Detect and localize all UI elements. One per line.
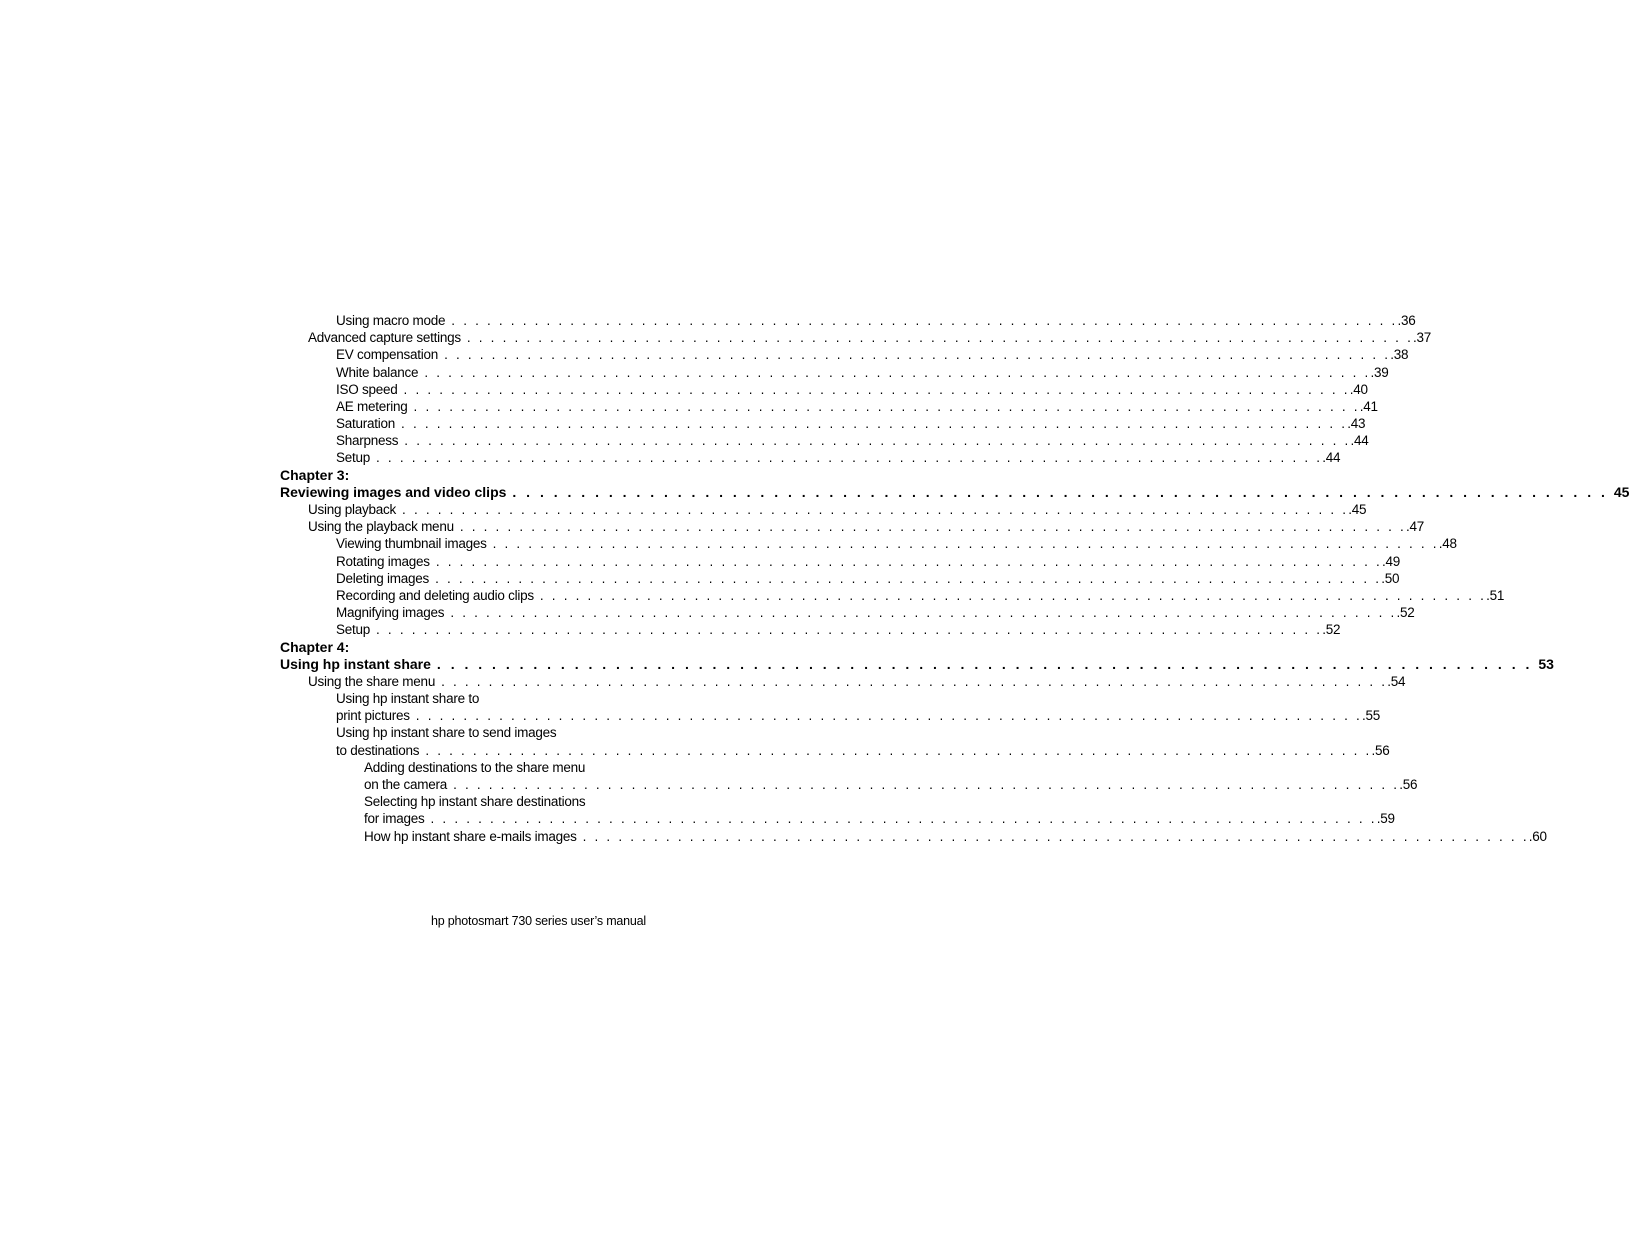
- toc-entry-title: Adding destinations to the share menu: [364, 759, 586, 775]
- toc-entry-title: Deleting images: [336, 570, 430, 586]
- chapter-title-entry: [280, 655, 1554, 673]
- toc-entry: [280, 553, 1401, 570]
- dot-leader: . . . . . . . . . . . . . . . . . . . . . . . . . . . . . . . . . . . . . . . . . . . . . . . . . . . . . . . . . . . . . . . . . . . . . . . . . . . . . . . .: [451, 312, 1398, 328]
- toc-entry-page-number: .55: [1361, 708, 1380, 724]
- toc-entry-page-number: .52: [1322, 622, 1341, 638]
- toc-entry-title: AE metering: [336, 398, 408, 414]
- toc-entry-page-number: .37: [1413, 330, 1432, 346]
- toc-entry-title: EV compensation: [336, 347, 439, 363]
- toc-entry: [280, 673, 1406, 690]
- toc-entry: [280, 312, 1416, 329]
- toc-entry-title: print pictures: [336, 708, 410, 724]
- toc-entry-page-number: .43: [1347, 416, 1366, 432]
- toc-entry: [280, 793, 646, 810]
- dot-leader: . . . . . . . . . . . . . . . . . . . . . . . . . . . . . . . . . . . . . . . . . . . . . . . . . . . . . . . . . . . . . . . . . . . . . . . . . . . . . . . .: [404, 433, 1351, 449]
- dot-leader: . . . . . . . . . . . . . . . . . . . . . . . . . . . . . . . . . . . . . . . . . . . . . . . . . . . . . . . . . . . . . . . . . . . . . . . . . . . . . . . .: [582, 828, 1529, 844]
- toc-entry-title: Using hp instant share: [280, 655, 431, 672]
- running-footer: hp photosmart 730 series user’s manual: [431, 914, 646, 928]
- toc-entry-title: Rotating images: [336, 553, 430, 569]
- toc-entry-page-number: 53: [1538, 655, 1554, 672]
- dot-leader: . . . . . . . . . . . . . . . . . . . . . . . . . . . . . . . . . . . . . . . . . . . . . . . . . . . . . . . . . . . . . . . . . . . . . . . . . . . . . . . .: [413, 398, 1360, 414]
- toc-entry: [280, 415, 1366, 432]
- dot-leader: . . . . . . . . . . . . . . . . . . . . . . . . . . . . . . . . . . . . . . . . . . . . . . . . . . . . . . . . . . . . . . . . . . . . . . . . . . . . . . . .: [492, 536, 1439, 552]
- toc-entry: [280, 707, 1380, 724]
- toc-entry: [280, 364, 1389, 381]
- toc-entry-page-number: .39: [1370, 364, 1389, 380]
- toc-entry-page-number: .47: [1406, 519, 1425, 535]
- toc-entry: [280, 501, 1367, 518]
- toc-entry: [280, 604, 1415, 621]
- toc-entry: [280, 570, 1400, 587]
- toc-entry-page-number: .44: [1322, 450, 1341, 466]
- toc-entry: [280, 742, 1390, 759]
- toc-entry-title: Magnifying images: [336, 605, 445, 621]
- toc-entry: [280, 535, 1457, 552]
- toc-entry-page-number: .41: [1359, 398, 1378, 414]
- dot-leader: . . . . . . . . . . . . . . . . . . . . . . . . . . . . . . . . . . . . . . . . . . . . . . . . . . . . . . . . . . . . . . . . . . . . . . . . . . . . . . . .: [425, 742, 1372, 758]
- toc-entry-title: Using the share menu: [308, 673, 436, 689]
- dot-leader: . . . . . . . . . . . . . . . . . . . . . . . . . . . . . . . . . . . . . . . . . . . . . . . . . . . . . . . . . . . . . . . . . . . . . . . . . . . . . . . .: [453, 777, 1400, 793]
- dot-leader: . . . . . . . . . . . . . . . . . . . . . . . . . . . . . . . . . . . . . . . . . . . . . . . . . . . . . . . . . . . . . . . . . . . . . . . . . . . . . . . .: [441, 673, 1388, 689]
- toc-entry-page-number: .60: [1528, 828, 1547, 844]
- toc-entry-page-number: .40: [1349, 381, 1368, 397]
- toc-entry-page-number: .45: [1348, 502, 1367, 518]
- toc-entry-title: to destinations: [336, 742, 420, 758]
- toc-entry-page-number: .56: [1399, 777, 1418, 793]
- dot-leader: . . . . . . . . . . . . . . . . . . . . . . . . . . . . . . . . . . . . . . . . . . . . . . . . . . . . . . . . . . . . . . . . . . . . . . . . . . . . . . . .: [402, 502, 1349, 518]
- dot-leader: . . . . . . . . . . . . . . . . . . . . . . . . . . . . . . . . . . . . . . . . . . . . . . . . . . . . . . . . . . . . . . . . . . . . . . . . . . . . . . . .: [403, 381, 1350, 397]
- toc-entry-page-number: .36: [1397, 312, 1416, 328]
- chapter-heading: Chapter 3:: [280, 466, 350, 483]
- toc-entry: [280, 810, 1395, 827]
- toc-entry-title: Advanced capture settings: [308, 330, 461, 346]
- toc-entry: [280, 776, 1418, 793]
- dot-leader: . . . . . . . . . . . . . . . . . . . . . . . . . . . . . . . . . . . . . . . . . . . . . . . . . . . . . . . . . . . . . . . . . . . . . . . . . . . . . . . .: [435, 553, 1382, 569]
- toc-entry: [280, 329, 1432, 346]
- dot-leader: . . . . . . . . . . . . . . . . . . . . . . . . . . . . . . . . . . . . . . . . . . . . . . . . . . . . . . . . . . . . . . . . . . . . . . . . . . . . . . . .: [415, 708, 1362, 724]
- toc-entry-title: ISO speed: [336, 381, 398, 397]
- toc-entry-title: Selecting hp instant share destinations: [364, 794, 586, 810]
- dot-leader: . . . . . . . . . . . . . . . . . . . . . . . . . . . . . . . . . . . . . . . . . . . . . . . . . . . . . . . . . . . . . . . . . . . . . . . . . . . . . . . .: [512, 483, 1608, 500]
- dot-leader: . . . . . . . . . . . . . . . . . . . . . . . . . . . . . . . . . . . . . . . . . . . . . . . . . . . . . . . . . . . . . . . . . . . . . . . . . . . . . . . .: [436, 655, 1533, 672]
- dot-leader: . . . . . . . . . . . . . . . . . . . . . . . . . . . . . . . . . . . . . . . . . . . . . . . . . . . . . . . . . . . . . . . . . . . . . . . . . . . . . . . .: [539, 587, 1487, 603]
- toc-entry: [280, 450, 1341, 467]
- dot-leader: . . . . . . . . . . . . . . . . . . . . . . . . . . . . . . . . . . . . . . . . . . . . . . . . . . . . . . . . . . . . . . . . . . . . . . . . . . . . . . . .: [466, 330, 1414, 346]
- toc-entry-title: Setup: [336, 622, 371, 638]
- dot-leader: . . . . . . . . . . . . . . . . . . . . . . . . . . . . . . . . . . . . . . . . . . . . . . . . . . . . . . . . . . . . . . . . . . . . . . . . . . . . . . . .: [459, 519, 1407, 535]
- table-of-contents: [280, 312, 1629, 845]
- dot-leader: . . . . . . . . . . . . . . . . . . . . . . . . . . . . . . . . . . . . . . . . . . . . . . . . . . . . . . . . . . . . . . . . . . . . . . . . . . . . . . . .: [450, 605, 1397, 621]
- dot-leader: . . . . . . . . . . . . . . . . . . . . . . . . . . . . . . . . . . . . . . . . . . . . . . . . . . . . . . . . . . . . . . . . . . . . . . . . . . . . . . . .: [444, 347, 1391, 363]
- toc-entry-title: Recording and deleting audio clips: [336, 587, 534, 603]
- toc-entry-title: Viewing thumbnail images: [336, 536, 487, 552]
- dot-leader: . . . . . . . . . . . . . . . . . . . . . . . . . . . . . . . . . . . . . . . . . . . . . . . . . . . . . . . . . . . . . . . . . . . . . . . . . . . . . . . .: [401, 416, 1348, 432]
- toc-entry-title: Using playback: [308, 502, 397, 518]
- toc-entry: [280, 432, 1369, 449]
- toc-entry-title: Using macro mode: [336, 312, 446, 328]
- toc-entry: [280, 828, 1547, 845]
- toc-entry-page-number: 45: [1613, 483, 1629, 500]
- toc-entry-title: Reviewing images and video clips: [280, 483, 507, 500]
- toc-entry-page-number: .54: [1387, 673, 1406, 689]
- chapter-title-entry: [280, 483, 1629, 501]
- toc-entry: [280, 690, 646, 707]
- toc-entry-title: Using the playback menu: [308, 519, 454, 535]
- toc-entry: [280, 346, 1409, 363]
- toc-entry: [280, 518, 1425, 535]
- dot-leader: . . . . . . . . . . . . . . . . . . . . . . . . . . . . . . . . . . . . . . . . . . . . . . . . . . . . . . . . . . . . . . . . . . . . . . . . . . . . . . . .: [376, 450, 1323, 466]
- toc-entry-title: Using hp instant share to: [336, 691, 480, 707]
- toc-entry-page-number: .56: [1371, 742, 1390, 758]
- dot-leader: . . . . . . . . . . . . . . . . . . . . . . . . . . . . . . . . . . . . . . . . . . . . . . . . . . . . . . . . . . . . . . . . . . . . . . . . . . . . . . . .: [430, 811, 1377, 827]
- dot-leader: . . . . . . . . . . . . . . . . . . . . . . . . . . . . . . . . . . . . . . . . . . . . . . . . . . . . . . . . . . . . . . . . . . . . . . . . . . . . . . . .: [435, 570, 1382, 586]
- toc-entry-title: Saturation: [336, 416, 396, 432]
- toc-entry: [280, 398, 1378, 415]
- toc-entry-title: on the camera: [364, 777, 448, 793]
- chapter-heading: Chapter 4:: [280, 638, 350, 655]
- toc-entry-page-number: .52: [1396, 605, 1415, 621]
- toc-entry: [280, 587, 1505, 604]
- toc-entry-title: Setup: [336, 450, 371, 466]
- toc-entry-title: for images: [364, 811, 425, 827]
- toc-entry-page-number: .44: [1350, 433, 1369, 449]
- toc-entry: [280, 759, 646, 776]
- dot-leader: . . . . . . . . . . . . . . . . . . . . . . . . . . . . . . . . . . . . . . . . . . . . . . . . . . . . . . . . . . . . . . . . . . . . . . . . . . . . . . . .: [424, 364, 1371, 380]
- toc-entry-page-number: .50: [1381, 570, 1400, 586]
- toc-entry-page-number: .38: [1390, 347, 1409, 363]
- toc-entry-title: How hp instant share e-mails images: [364, 828, 577, 844]
- toc-entry-page-number: .51: [1486, 587, 1505, 603]
- toc-entry-title: Using hp instant share to send images: [336, 725, 557, 741]
- toc-entry: [280, 725, 646, 742]
- toc-entry-title: Sharpness: [336, 433, 399, 449]
- dot-leader: . . . . . . . . . . . . . . . . . . . . . . . . . . . . . . . . . . . . . . . . . . . . . . . . . . . . . . . . . . . . . . . . . . . . . . . . . . . . . . . .: [376, 622, 1323, 638]
- toc-entry: [280, 621, 1341, 638]
- toc-entry-page-number: .49: [1381, 553, 1401, 569]
- toc-entry-page-number: .59: [1376, 811, 1395, 827]
- toc-entry-title: White balance: [336, 364, 419, 380]
- toc-entry: [280, 381, 1368, 398]
- toc-entry-page-number: .48: [1438, 536, 1457, 552]
